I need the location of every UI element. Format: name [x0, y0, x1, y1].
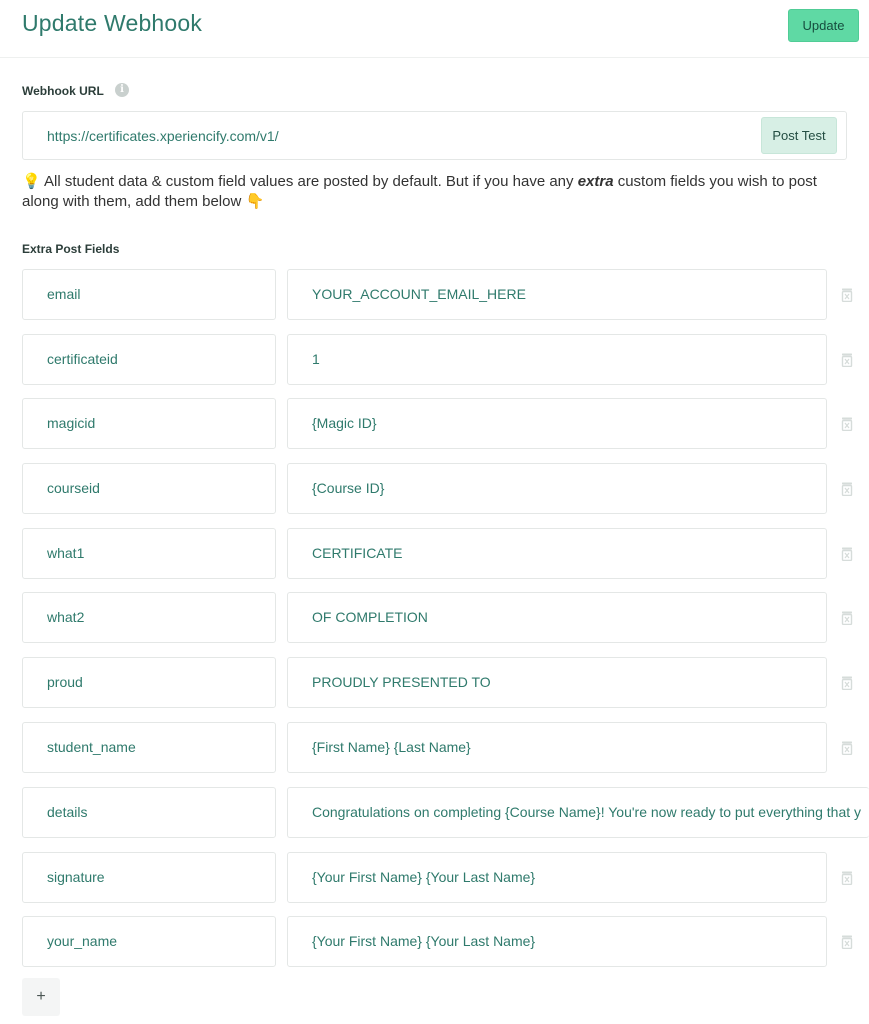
field-value-input[interactable]: OF COMPLETION [287, 592, 827, 643]
add-field-button[interactable]: + [22, 978, 60, 1016]
field-row-proud [0, 657, 869, 709]
field-row-email [0, 269, 869, 321]
field-name-input[interactable]: what2 [22, 592, 276, 643]
field-value-input[interactable]: YOUR_ACCOUNT_EMAIL_HERE [287, 269, 827, 320]
field-value-input[interactable]: Congratulations on completing {Course Name}! You're now ready to put everything that y [287, 787, 869, 838]
webhook-url-field[interactable] [22, 111, 847, 160]
field-row-signature [0, 852, 869, 904]
trash-icon[interactable] [841, 871, 853, 885]
helper-text [22, 172, 852, 212]
field-name-input[interactable]: signature [22, 852, 276, 903]
trash-icon[interactable] [841, 482, 853, 496]
field-name-input[interactable]: student_name [22, 722, 276, 773]
field-name-input[interactable]: magicid [22, 398, 276, 449]
trash-icon[interactable] [841, 611, 853, 625]
field-value-input[interactable]: {First Name} {Last Name} [287, 722, 827, 773]
webhook-url-label: Webhook URL [22, 84, 104, 98]
field-value-input[interactable]: {Your First Name} {Your Last Name} [287, 916, 827, 967]
field-row-courseid [0, 463, 869, 515]
field-name-input[interactable]: courseid [22, 463, 276, 514]
field-name-input[interactable]: what1 [22, 528, 276, 579]
page-header [0, 0, 869, 58]
field-row-your-name [0, 916, 869, 968]
field-row-student-name [0, 722, 869, 774]
info-icon[interactable]: i [115, 83, 129, 97]
extra-post-fields-label: Extra Post Fields [22, 242, 120, 256]
page-title: Update Webhook [22, 10, 203, 36]
trash-icon[interactable] [841, 547, 853, 561]
pointing-down-icon: 👇 [245, 193, 265, 210]
update-button[interactable]: Update [788, 9, 859, 42]
field-name-input[interactable]: details [22, 787, 276, 838]
helper-text-after: custom fields you wish to post along with them, add them below [22, 173, 817, 210]
field-row-what2 [0, 592, 869, 644]
trash-icon[interactable] [841, 353, 853, 367]
field-value-input[interactable]: {Magic ID} [287, 398, 827, 449]
trash-icon[interactable] [841, 741, 853, 755]
helper-text-emphasis: extra [577, 173, 614, 190]
field-value-input[interactable]: {Course ID} [287, 463, 827, 514]
trash-icon[interactable] [841, 417, 853, 431]
field-row-magicid [0, 398, 869, 450]
field-row-what1 [0, 528, 869, 580]
field-name-input[interactable]: email [22, 269, 276, 320]
helper-text-before: All student data & custom field values are posted by default. But if you have any [40, 173, 578, 190]
field-name-input[interactable]: proud [22, 657, 276, 708]
field-name-input[interactable]: your_name [22, 916, 276, 967]
field-name-input[interactable]: certificateid [22, 334, 276, 385]
webhook-url-value[interactable]: https://certificates.xperiencify.com/v1/ [47, 128, 279, 144]
trash-icon[interactable] [841, 676, 853, 690]
field-value-input[interactable]: 1 [287, 334, 827, 385]
trash-icon[interactable] [841, 935, 853, 949]
post-test-button[interactable]: Post Test [761, 117, 837, 154]
field-value-input[interactable]: PROUDLY PRESENTED TO [287, 657, 827, 708]
field-value-input[interactable]: {Your First Name} {Your Last Name} [287, 852, 827, 903]
lightbulb-icon: 💡 [22, 173, 41, 190]
field-row-certificateid [0, 334, 869, 386]
field-value-input[interactable]: CERTIFICATE [287, 528, 827, 579]
trash-icon[interactable] [841, 288, 853, 302]
field-row-details [0, 787, 869, 839]
